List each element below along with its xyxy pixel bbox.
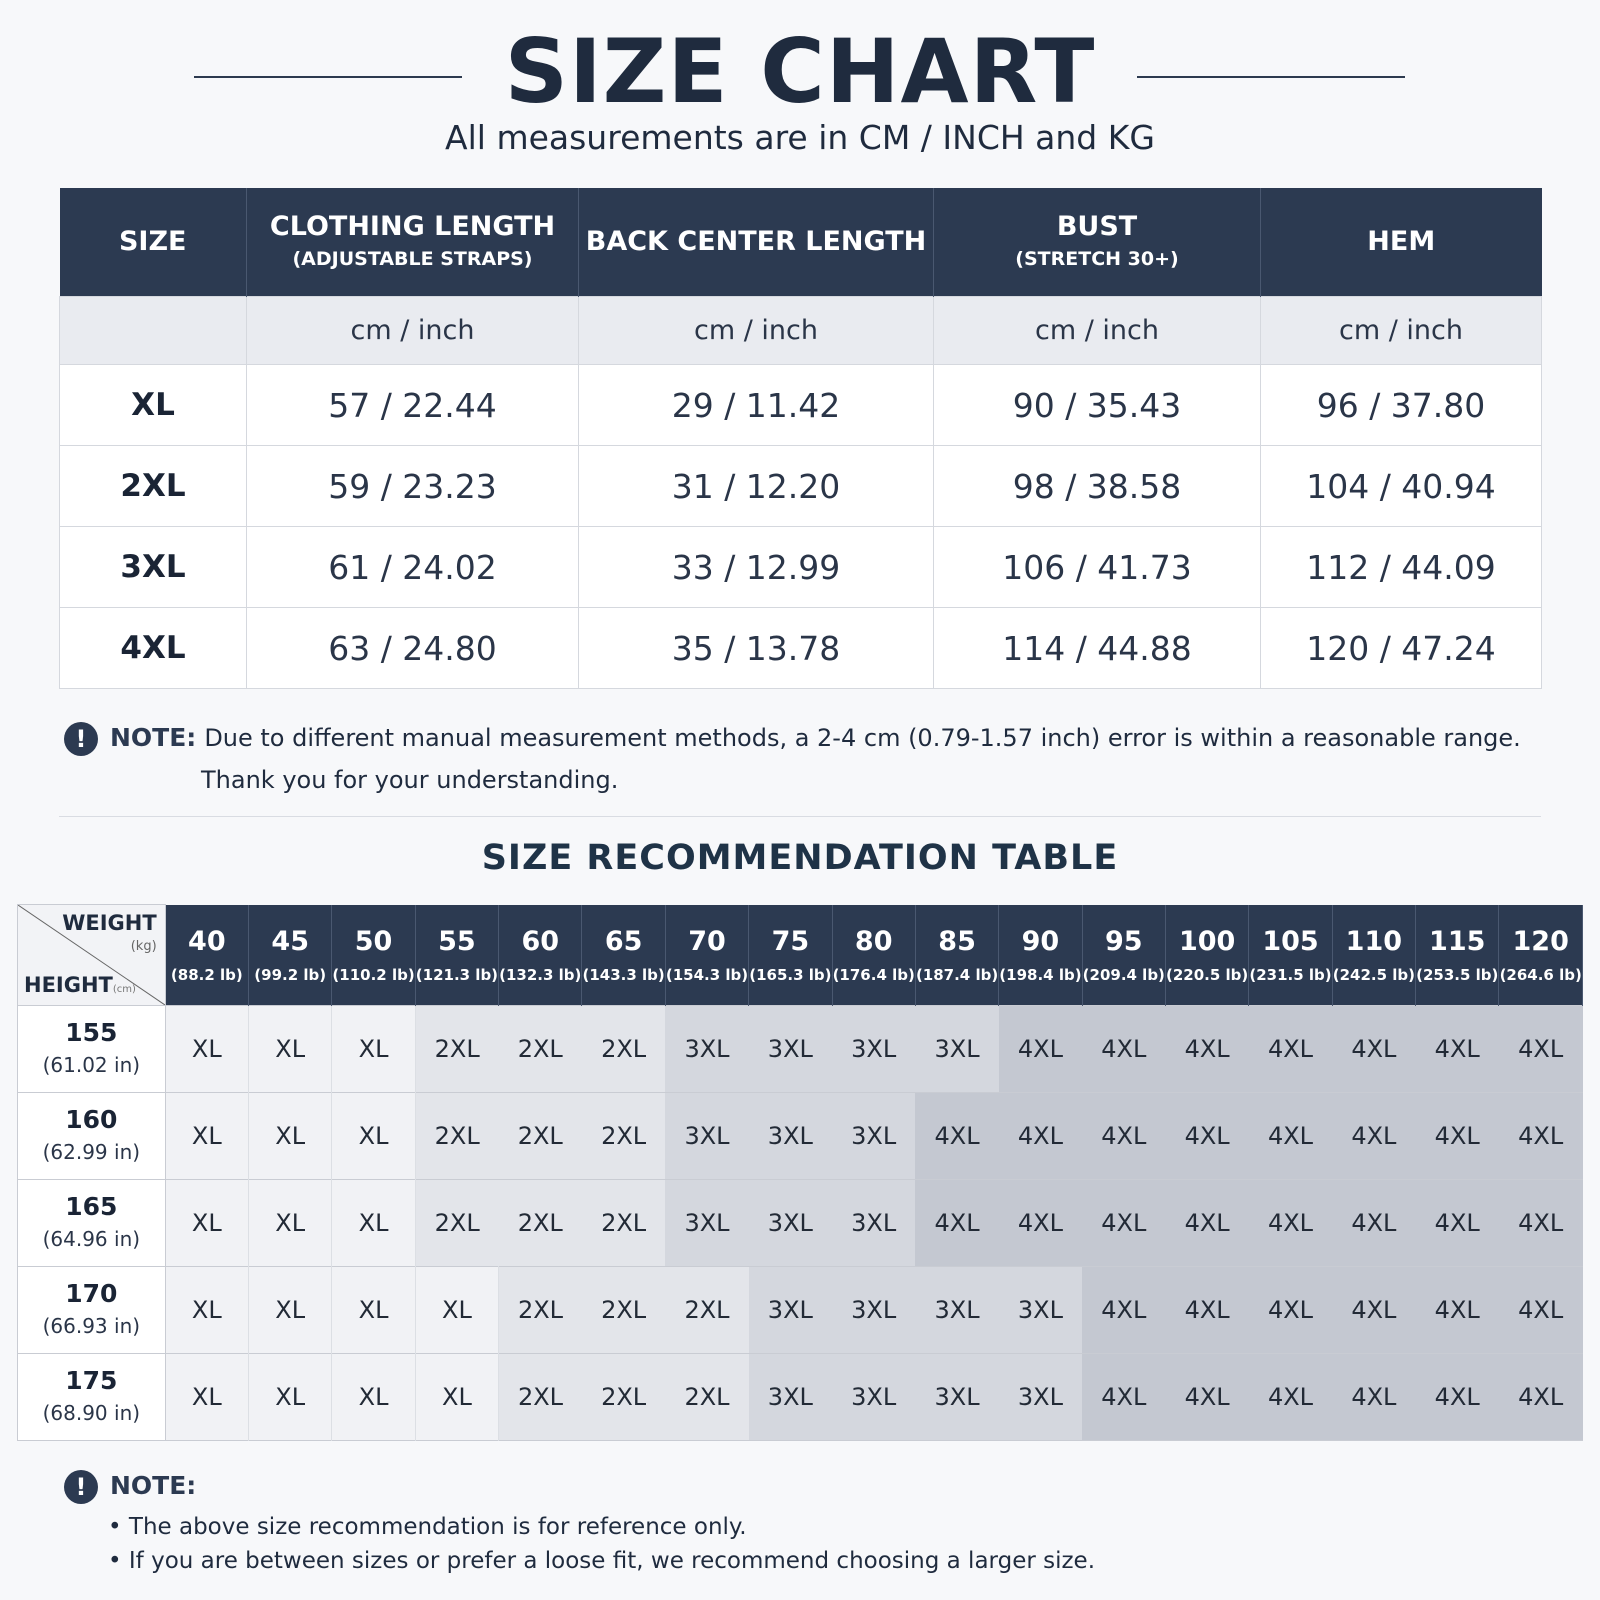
recommended-size-cell: 2XL	[582, 1267, 665, 1354]
weight-lb: (187.4 lb)	[915, 965, 999, 984]
height-row	[18, 1354, 1583, 1441]
col-header-size: SIZE	[60, 188, 247, 297]
recommended-size-cell: 3XL	[665, 1093, 748, 1180]
weight-lb: (99.2 lb)	[254, 965, 327, 984]
measurement-cell: 98 / 38.58	[934, 446, 1261, 527]
recommended-size-cell: 4XL	[1499, 1180, 1583, 1267]
height-cell	[18, 1006, 166, 1093]
height-in: (61.02 in)	[42, 1053, 141, 1077]
recommended-size-cell: 3XL	[832, 1180, 915, 1267]
corner-header	[18, 905, 166, 1006]
recommended-size-cell: XL	[249, 1006, 332, 1093]
height-in: (66.93 in)	[42, 1314, 141, 1338]
weight-kg: 100	[1178, 925, 1236, 957]
recommended-size-cell: XL	[165, 1093, 248, 1180]
recommended-size-cell: 3XL	[915, 1006, 998, 1093]
size-row	[60, 365, 1542, 446]
recommended-size-cell: 4XL	[1165, 1180, 1248, 1267]
measurement-cell: 112 / 44.09	[1261, 527, 1542, 608]
weight-kg: 120	[1512, 925, 1569, 957]
recommended-size-cell: 2XL	[665, 1267, 748, 1354]
recommended-size-cell: 2XL	[499, 1354, 582, 1441]
measurement-cell: 96 / 37.80	[1261, 365, 1542, 446]
recommended-size-cell: 3XL	[749, 1006, 832, 1093]
weight-kg: 65	[604, 925, 643, 957]
measurement-cell: 106 / 41.73	[934, 527, 1261, 608]
recommended-size-cell: 4XL	[1332, 1267, 1415, 1354]
recommended-size-cell: 4XL	[1416, 1267, 1499, 1354]
recommended-size-cell: 4XL	[1332, 1180, 1415, 1267]
size-cell: 4XL	[60, 608, 247, 689]
measurement-cell: 59 / 23.23	[247, 446, 579, 527]
weight-kg: 60	[521, 925, 560, 957]
recommended-size-cell: 3XL	[915, 1267, 998, 1354]
height-row	[18, 1093, 1583, 1180]
unit-cell: cm / inch	[934, 297, 1261, 365]
measurement-cell: 90 / 35.43	[934, 365, 1261, 446]
page-title: SIZE CHART	[504, 20, 1096, 123]
recommended-size-cell: 4XL	[1165, 1093, 1248, 1180]
recommended-size-cell: XL	[332, 1267, 415, 1354]
col-header-hem: HEM	[1261, 188, 1542, 297]
weight-lb: (88.2 lb)	[170, 965, 243, 984]
recommended-size-cell: 4XL	[1249, 1093, 1332, 1180]
height-cell	[18, 1354, 166, 1441]
recommendation-note	[64, 1470, 1095, 1578]
recommended-size-cell: 4XL	[1165, 1006, 1248, 1093]
note-text-line2: Thank you for your understanding.	[201, 766, 619, 794]
recommended-size-cell: 3XL	[749, 1267, 832, 1354]
page-subtitle: All measurements are in CM / INCH and KG	[445, 118, 1155, 157]
recommended-size-cell: 4XL	[915, 1180, 998, 1267]
weight-header	[249, 905, 332, 1006]
weight-lb: (220.5 lb)	[1166, 965, 1249, 984]
weight-header	[1416, 905, 1499, 1006]
recommended-size-cell: 2XL	[415, 1006, 498, 1093]
recommended-size-cell: XL	[415, 1354, 498, 1441]
recommended-size-cell: XL	[332, 1093, 415, 1180]
weight-lb: (121.3 lb)	[415, 965, 499, 984]
recommended-size-cell: XL	[165, 1006, 248, 1093]
weight-lb: (132.3 lb)	[499, 965, 582, 984]
recommended-size-cell: 3XL	[749, 1093, 832, 1180]
weight-header	[665, 905, 748, 1006]
recommended-size-cell: 4XL	[999, 1006, 1082, 1093]
note-bullet: • The above size recommendation is for reference only.	[108, 1510, 1095, 1544]
height-cell	[18, 1267, 166, 1354]
unit-cell: cm / inch	[1261, 297, 1542, 365]
recommended-size-cell: 3XL	[915, 1354, 998, 1441]
recommended-size-cell: XL	[332, 1006, 415, 1093]
height-row	[18, 1006, 1583, 1093]
recommended-size-cell: 4XL	[1499, 1093, 1583, 1180]
height-row	[18, 1267, 1583, 1354]
weight-unit: (kg)	[130, 939, 157, 954]
recommended-size-cell: 4XL	[1416, 1354, 1499, 1441]
size-row	[60, 527, 1542, 608]
recommended-size-cell: 4XL	[1249, 1267, 1332, 1354]
recommendation-title: SIZE RECOMMENDATION TABLE	[481, 838, 1119, 878]
recommended-size-cell: XL	[249, 1180, 332, 1267]
weight-header	[165, 905, 248, 1006]
unit-cell	[60, 297, 247, 365]
measurement-cell: 29 / 11.42	[579, 365, 934, 446]
recommended-size-cell: XL	[165, 1180, 248, 1267]
height-cm: 155	[65, 1018, 118, 1047]
weight-lb: (176.4 lb)	[832, 965, 915, 984]
weight-header	[832, 905, 915, 1006]
weight-lb: (198.4 lb)	[999, 965, 1082, 984]
height-cell	[18, 1180, 166, 1267]
note-bullet-list	[108, 1510, 1095, 1578]
recommended-size-cell: 2XL	[582, 1093, 665, 1180]
recommended-size-cell: XL	[332, 1180, 415, 1267]
recommended-size-cell: 4XL	[999, 1093, 1082, 1180]
note-bullet: • If you are between sizes or prefer a loose fit, we recommend choosing a larger size.	[108, 1544, 1095, 1578]
weight-kg: 55	[438, 925, 476, 957]
col-header-clothing-length: CLOTHING LENGTH (ADJUSTABLE STRAPS)	[247, 188, 579, 297]
weight-header	[1082, 905, 1165, 1006]
weight-kg: 85	[938, 925, 976, 957]
note-label: NOTE:	[110, 1470, 197, 1500]
weight-kg: 75	[771, 925, 810, 957]
height-cm: 160	[65, 1105, 118, 1134]
weight-header	[499, 905, 582, 1006]
unit-cell: cm / inch	[247, 297, 579, 365]
recommended-size-cell: 3XL	[665, 1180, 748, 1267]
height-cm: 165	[65, 1192, 118, 1221]
recommended-size-cell: 2XL	[415, 1180, 498, 1267]
recommended-size-cell: 4XL	[1332, 1354, 1415, 1441]
recommended-size-cell: 4XL	[1499, 1006, 1583, 1093]
recommended-size-cell: 2XL	[582, 1006, 665, 1093]
recommended-size-cell: 2XL	[582, 1354, 665, 1441]
recommended-size-cell: XL	[415, 1267, 498, 1354]
recommended-size-cell: 4XL	[1082, 1006, 1165, 1093]
recommended-size-cell: 2XL	[582, 1180, 665, 1267]
height-cm: 170	[65, 1279, 118, 1308]
weight-kg: 45	[271, 925, 309, 957]
note-text: Due to different manual measurement methods, a 2-4 cm (0.79-1.57 inch) error is within a reasonable range.	[204, 724, 1521, 752]
measurement-cell: 104 / 40.94	[1261, 446, 1542, 527]
height-cell	[18, 1093, 166, 1180]
weight-kg: 115	[1429, 925, 1486, 957]
recommended-size-cell: 3XL	[999, 1354, 1082, 1441]
recommended-size-cell: XL	[165, 1267, 248, 1354]
size-cell: 2XL	[60, 446, 247, 527]
height-unit: (cm)	[112, 984, 136, 995]
weight-lb: (143.3 lb)	[582, 965, 665, 984]
size-row	[60, 608, 1542, 689]
recommended-size-cell: 4XL	[999, 1180, 1082, 1267]
recommended-size-cell: 3XL	[749, 1180, 832, 1267]
recommended-size-cell: 3XL	[832, 1354, 915, 1441]
col-header-back-center-length: BACK CENTER LENGTH	[579, 188, 934, 297]
weight-kg: 40	[188, 925, 226, 957]
weight-kg: 95	[1105, 925, 1143, 957]
size-recommendation-table	[17, 904, 1583, 1441]
recommended-size-cell: XL	[165, 1354, 248, 1441]
recommended-size-cell: 4XL	[915, 1093, 998, 1180]
recommended-size-cell: 3XL	[999, 1267, 1082, 1354]
weight-lb: (264.6 lb)	[1499, 965, 1582, 984]
weight-header	[582, 905, 665, 1006]
weight-header	[1165, 905, 1248, 1006]
weight-label: WEIGHT	[62, 911, 157, 935]
size-chart-table	[59, 188, 1542, 689]
recommended-size-cell: 3XL	[749, 1354, 832, 1441]
weight-lb: (165.3 lb)	[749, 965, 832, 984]
height-in: (68.90 in)	[42, 1401, 141, 1425]
recommended-size-cell: 4XL	[1416, 1006, 1499, 1093]
recommended-size-cell: XL	[249, 1093, 332, 1180]
recommended-size-cell: 2XL	[499, 1267, 582, 1354]
height-row	[18, 1180, 1583, 1267]
size-chart-header	[60, 188, 1542, 297]
measurement-cell: 57 / 22.44	[247, 365, 579, 446]
recommended-size-cell: 4XL	[1249, 1006, 1332, 1093]
recommended-size-cell: 4XL	[1082, 1354, 1165, 1441]
recommended-size-cell: 4XL	[1082, 1267, 1165, 1354]
measurement-note	[64, 717, 1564, 801]
note-label: NOTE:	[110, 723, 197, 752]
measurement-cell: 114 / 44.88	[934, 608, 1261, 689]
recommended-size-cell: 4XL	[1332, 1006, 1415, 1093]
size-cell: 3XL	[60, 527, 247, 608]
recommended-size-cell: 4XL	[1082, 1093, 1165, 1180]
recommended-size-cell: 4XL	[1416, 1093, 1499, 1180]
recommended-size-cell: 4XL	[1499, 1354, 1583, 1441]
weight-kg: 90	[1021, 925, 1060, 957]
measurement-cell: 63 / 24.80	[247, 608, 579, 689]
weight-kg: 80	[854, 925, 893, 957]
title-block	[0, 22, 1600, 122]
recommended-size-cell: 2XL	[499, 1180, 582, 1267]
weight-lb: (110.2 lb)	[332, 965, 415, 984]
weight-lb: (231.5 lb)	[1249, 965, 1332, 984]
weight-lb: (253.5 lb)	[1416, 965, 1499, 984]
recommended-size-cell: 3XL	[832, 1006, 915, 1093]
height-in: (62.99 in)	[42, 1140, 141, 1164]
recommended-size-cell: 2XL	[415, 1093, 498, 1180]
recommended-size-cell: 3XL	[832, 1267, 915, 1354]
unit-cell: cm / inch	[579, 297, 934, 365]
weight-header	[999, 905, 1082, 1006]
size-cell: XL	[60, 365, 247, 446]
recommended-size-cell: 4XL	[1416, 1180, 1499, 1267]
recommended-size-cell: 4XL	[1332, 1093, 1415, 1180]
weight-header	[1332, 905, 1415, 1006]
weight-lb: (154.3 lb)	[665, 965, 749, 984]
recommended-size-cell: 3XL	[832, 1093, 915, 1180]
weight-header	[749, 905, 832, 1006]
recommended-size-cell: 4XL	[1499, 1267, 1583, 1354]
recommended-size-cell: 2XL	[665, 1354, 748, 1441]
recommended-size-cell: 4XL	[1249, 1180, 1332, 1267]
units-row	[60, 297, 1542, 365]
weight-header	[415, 905, 498, 1006]
measurement-cell: 31 / 12.20	[579, 446, 934, 527]
section-divider	[59, 816, 1541, 817]
recommended-size-cell: 3XL	[665, 1006, 748, 1093]
recommended-size-cell: 4XL	[1082, 1180, 1165, 1267]
weight-header	[915, 905, 998, 1006]
weight-kg: 50	[354, 925, 393, 957]
weight-kg: 70	[688, 925, 726, 957]
height-label: HEIGHT	[24, 973, 113, 997]
measurement-cell: 35 / 13.78	[579, 608, 934, 689]
title-rule-right	[1137, 76, 1405, 78]
size-row	[60, 446, 1542, 527]
height-cm: 175	[65, 1366, 118, 1395]
recommended-size-cell: XL	[332, 1354, 415, 1441]
recommended-size-cell: 4XL	[1165, 1354, 1248, 1441]
recommended-size-cell: 4XL	[1165, 1267, 1248, 1354]
recommended-size-cell: 2XL	[499, 1093, 582, 1180]
recommended-size-cell: XL	[249, 1267, 332, 1354]
recommended-size-cell: 4XL	[1249, 1354, 1332, 1441]
weight-lb: (242.5 lb)	[1332, 965, 1415, 984]
col-header-bust: BUST (STRETCH 30+)	[934, 188, 1261, 297]
weight-kg: 110	[1345, 925, 1403, 957]
measurement-cell: 33 / 12.99	[579, 527, 934, 608]
weight-header	[1499, 905, 1583, 1006]
measurement-cell: 61 / 24.02	[247, 527, 579, 608]
weight-header-row	[18, 905, 1583, 1006]
weight-lb: (209.4 lb)	[1082, 965, 1165, 984]
exclamation-icon: !	[64, 1470, 98, 1504]
height-in: (64.96 in)	[42, 1227, 141, 1251]
measurement-cell: 120 / 47.24	[1261, 608, 1542, 689]
weight-header	[332, 905, 415, 1006]
weight-header	[1249, 905, 1332, 1006]
weight-kg: 105	[1262, 925, 1319, 957]
recommended-size-cell: XL	[249, 1354, 332, 1441]
exclamation-icon: !	[64, 722, 98, 756]
recommended-size-cell: 2XL	[499, 1006, 582, 1093]
